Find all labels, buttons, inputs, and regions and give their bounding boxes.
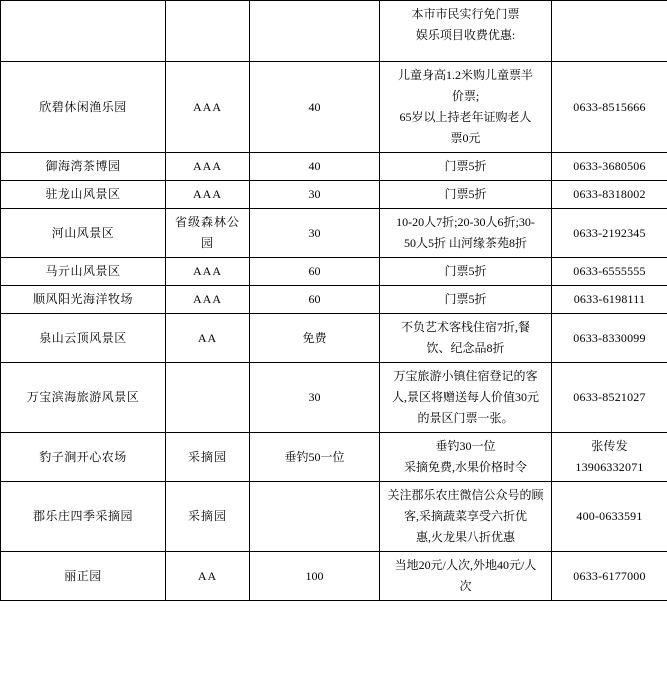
table-row [1,433,667,482]
cell-phone: 0633-8521027 [552,363,667,433]
cell-price [250,1,380,62]
cell-price: 40 [250,153,380,181]
cell-price: 30 [250,363,380,433]
cell-name: 万宝滨海旅游风景区 [1,363,166,433]
policy-line: 垂钓30一位 [435,439,496,453]
policy-line: 娱乐项目收费优惠: [415,28,516,42]
policy-line: 门票5折 [444,159,487,173]
cell-price: 100 [250,552,380,601]
cell-level: AAA [166,181,250,209]
table-row [1,153,667,181]
policy-line: 门票5折 [444,264,487,278]
cell-policy [380,62,552,153]
cell-level: 省级森林公园 [166,209,250,258]
cell-phone [552,1,667,62]
cell-name: 郡乐庄四季采摘园 [1,482,166,552]
cell-name: 驻龙山风景区 [1,181,166,209]
table-row [1,62,667,153]
cell-level [166,1,250,62]
cell-price: 30 [250,209,380,258]
cell-price: 60 [250,258,380,286]
cell-level: 采摘园 [166,433,250,482]
policy-line: 50人5折 山河缘茶苑8折 [403,236,527,250]
table-row [1,482,667,552]
policy-line: 采摘免费,水果价格时令 [403,460,527,474]
table-row [1,258,667,286]
table-row [1,552,667,601]
table-row [1,314,667,363]
cell-name: 泉山云顶风景区 [1,314,166,363]
cell-name: 御海湾茶博园 [1,153,166,181]
policy-line: 饮、纪念品8折 [426,341,505,355]
cell-phone: 0633-8318002 [552,181,667,209]
policy-line: 儿童身高1.2米购儿童票半 [397,68,533,82]
cell-phone: 0633-8330099 [552,314,667,363]
cell-level: AA [166,314,250,363]
cell-phone: 0633-6177000 [552,552,667,601]
cell-level [166,363,250,433]
table-body [1,1,667,601]
policy-line: 10-20人7折;20-30人6折;30- [396,215,535,229]
policy-line: 本市市民实行免门票 [411,7,520,21]
cell-phone: 0633-6555555 [552,258,667,286]
policy-line: 关注郡乐农庄微信公众号的顾 [387,488,544,502]
cell-price: 免费 [250,314,380,363]
policy-line: 惠,火龙果八折优惠 [415,530,515,544]
policy-line: 次 [459,579,472,593]
policy-line: 门票5折 [444,187,487,201]
cell-phone: 0633-3680506 [552,153,667,181]
table-row [1,286,667,314]
cell-policy [380,482,552,552]
cell-policy [380,1,552,62]
cell-name: 河山风景区 [1,209,166,258]
cell-name: 欣碧休闲渔乐园 [1,62,166,153]
cell-price: 60 [250,286,380,314]
cell-name: 丽正园 [1,552,166,601]
cell-level: AAA [166,153,250,181]
policy-line: 票0元 [450,131,481,145]
cell-level: AAA [166,62,250,153]
cell-level: AAA [166,286,250,314]
cell-policy [380,209,552,258]
policy-line: 人,景区将赠送每人价值30元 [391,390,539,404]
cell-policy [380,433,552,482]
policy-line: 的景区门票一张。 [417,411,514,425]
policy-line: 价票; [451,89,480,103]
policy-line: 客,采摘蔬菜享受六折优 [403,509,527,523]
policy-line: 不负艺术客栈住宿7折,餐 [400,320,530,334]
cell-name: 顺风阳光海洋牧场 [1,286,166,314]
table-row [1,209,667,258]
table-row [1,363,667,433]
cell-policy [380,181,552,209]
cell-phone: 0633-2192345 [552,209,667,258]
cell-name: 豹子涧开心农场 [1,433,166,482]
phone-line: 13906332071 [575,460,644,474]
policy-line: 门票5折 [444,292,487,306]
cell-policy [380,153,552,181]
cell-name [1,1,166,62]
cell-policy [380,552,552,601]
table-row [1,181,667,209]
cell-policy [380,314,552,363]
cell-price: 40 [250,62,380,153]
phone-line: 张传发 [591,439,628,453]
cell-level: AA [166,552,250,601]
cell-level: 采摘园 [166,482,250,552]
cell-price: 30 [250,181,380,209]
cell-policy [380,286,552,314]
cell-phone: 0633-8515666 [552,62,667,153]
policy-line: 65岁以上持老年证购老人 [399,110,532,124]
cell-name: 马亓山风景区 [1,258,166,286]
cell-policy [380,363,552,433]
cell-price [250,482,380,552]
cell-phone [552,433,667,482]
table-row-partial [1,1,667,62]
policy-line: 万宝旅游小镇住宿登记的客 [393,369,538,383]
cell-phone: 400-0633591 [552,482,667,552]
cell-level: AAA [166,258,250,286]
cell-policy [380,258,552,286]
cell-phone: 0633-6198111 [552,286,667,314]
policy-line: 当地20元/人次,外地40元/人 [394,558,537,572]
cell-price: 垂钓50一位 [250,433,380,482]
